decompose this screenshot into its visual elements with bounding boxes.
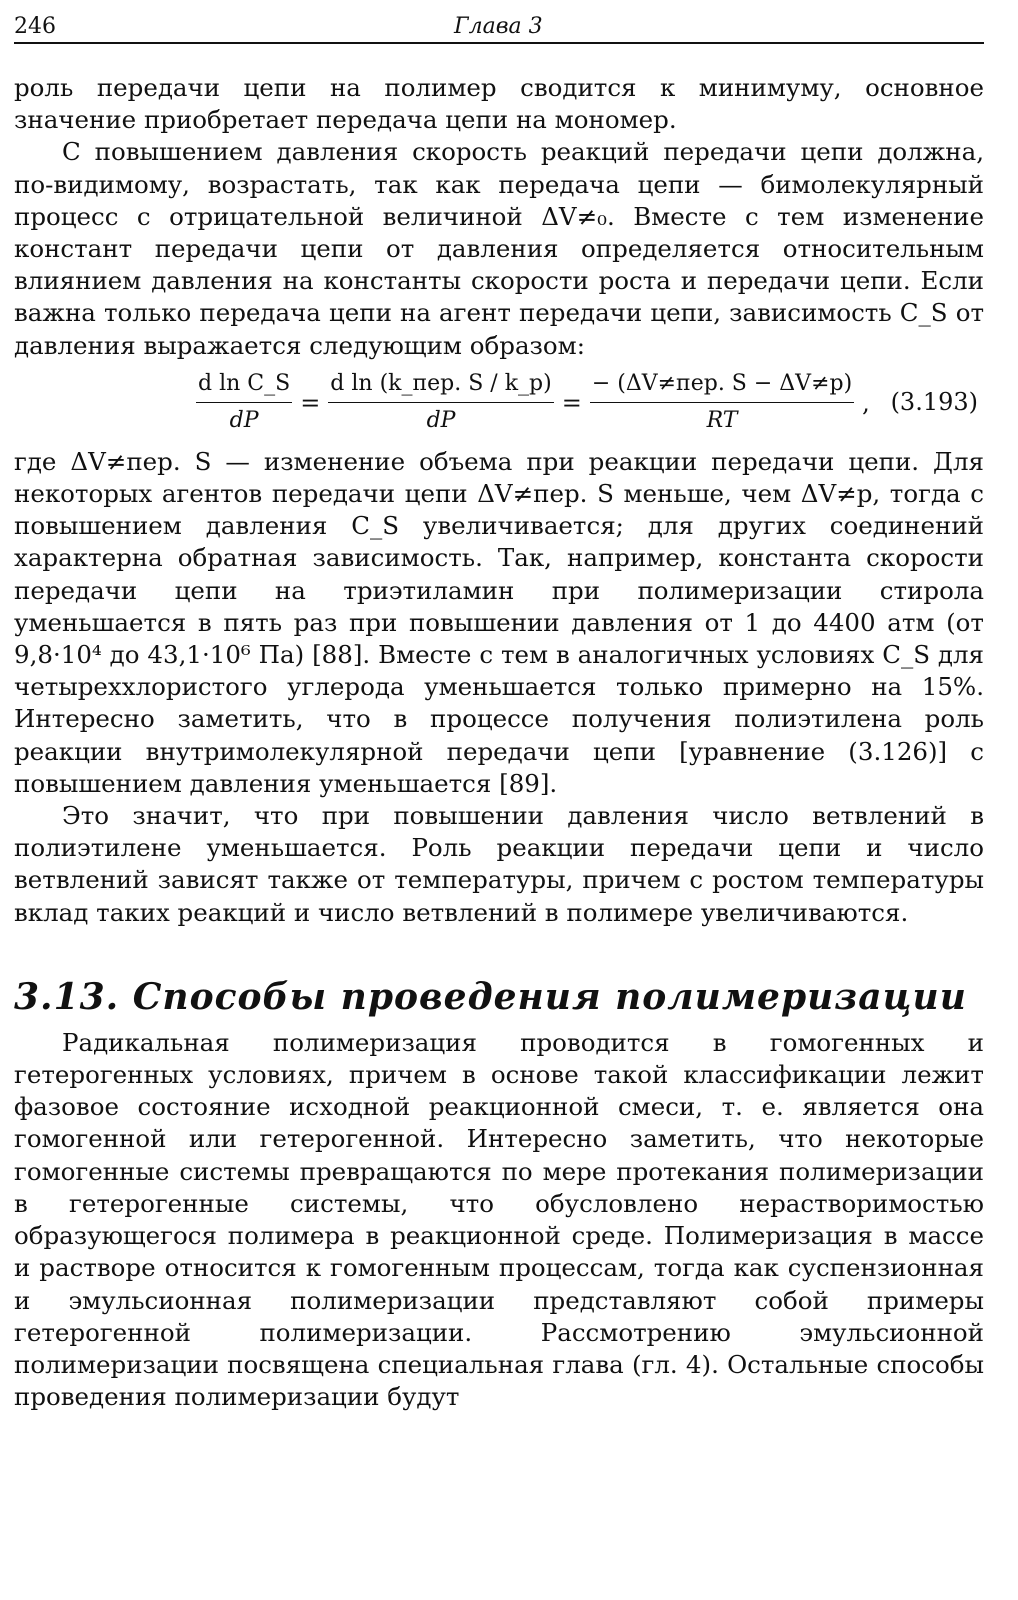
equals-sign: = bbox=[561, 388, 582, 417]
equation-3-193 bbox=[14, 372, 984, 434]
chapter-title: Глава 3 bbox=[454, 14, 543, 39]
paragraph-5: Радикальная полимеризация проводится в гомогенных и гетерогенных условиях, причем в основе такой классификации лежит фазовое состояние исходной реакционной смеси, т. е. является она гомогенной или гетерогенной. Интересно заметить, что некоторые гомогенные системы превращаются по мере протекания полимеризации в гетерогенные системы, что обусловлено нерастворимостью образующегося полимера в реакционной среде. Полимеризация в массе и растворе относится к гомогенным процессам, тогда как суспензионная и эмульсионная полимеризации представляют собой примеры гетерогенной полимеризации. Рассмотрению эмульсионной полимеризации посвящена специальная глава (гл. 4). Остальные способы проведения полимеризации будут bbox=[14, 1027, 984, 1412]
fraction-1 bbox=[196, 368, 292, 437]
fraction-1-denominator: dP bbox=[229, 408, 259, 434]
body-text bbox=[14, 72, 984, 1413]
paragraph-4: Это значит, что при повышении давления число ветвлений в полиэтилене уменьшается. Роль реакции передачи цепи и число ветвлений зависят также от температуры, причем с ростом температуры вклад таких реакций и число ветвлений в полимере увеличиваются. bbox=[14, 801, 984, 927]
fraction-1-numerator: d ln C_S bbox=[196, 368, 292, 403]
fraction-3-denominator: RT bbox=[706, 408, 738, 434]
fraction-2 bbox=[328, 368, 553, 437]
fraction-3 bbox=[590, 368, 854, 437]
fraction-3-numerator: − (ΔV≠пер. S − ΔV≠p) bbox=[590, 368, 854, 403]
paragraph-3: где ΔV≠пер. S — изменение объема при реакции передачи цепи. Для некоторых агентов передачи цепи ΔV≠пер. S меньше, чем ΔV≠p, тогда с повышением давления C_S увеличивается; для других соединений характерна обратная зависимость. Так, например, константа скорости передачи цепи на триэтиламин при полимеризации стирола уменьшается в пять раз при повышении давления от 1 до 4400 атм (от 9,8·10⁴ до 43,1·10⁶ Па) [88]. Вместе с тем в аналогичных условиях C_S для четыреххлористого углерода уменьшается только примерно на 15%. Интересно заметить, что в процессе получения полиэтилена роль реакции внутримолекулярной передачи цепи [уравнение (3.126)] с повышением давления уменьшается [89]. bbox=[14, 446, 984, 798]
section-heading: 3.13. Способы проведения полимеризации bbox=[14, 975, 967, 1018]
fraction-2-denominator: dP bbox=[426, 408, 456, 434]
equals-sign: = bbox=[300, 388, 321, 417]
equation-body bbox=[192, 372, 874, 434]
fraction-2-numerator: d ln (k_пер. S / k_p) bbox=[328, 368, 553, 403]
paragraph-2: С повышением давления скорость реакций передачи цепи должна, по-видимому, возрастать, так как передача цепи — бимолекулярный процесс с отрицательной величиной ΔV≠₀. Вместе с тем изменение констант передачи цепи от давления определяется относительным влиянием давления на константы скорости роста и передачи цепи. Если важна только передача цепи на агент передачи цепи, зависимость C_S от давления выражается следующим образом: bbox=[14, 137, 984, 360]
comma: , bbox=[862, 388, 870, 417]
equation-number: (3.193) bbox=[890, 387, 978, 416]
paragraph-1: роль передачи цепи на полимер сводится к минимуму, основное значение приобретает передача цепи на мономер. bbox=[14, 73, 984, 135]
running-header bbox=[14, 8, 984, 44]
page-number: 246 bbox=[14, 14, 56, 39]
